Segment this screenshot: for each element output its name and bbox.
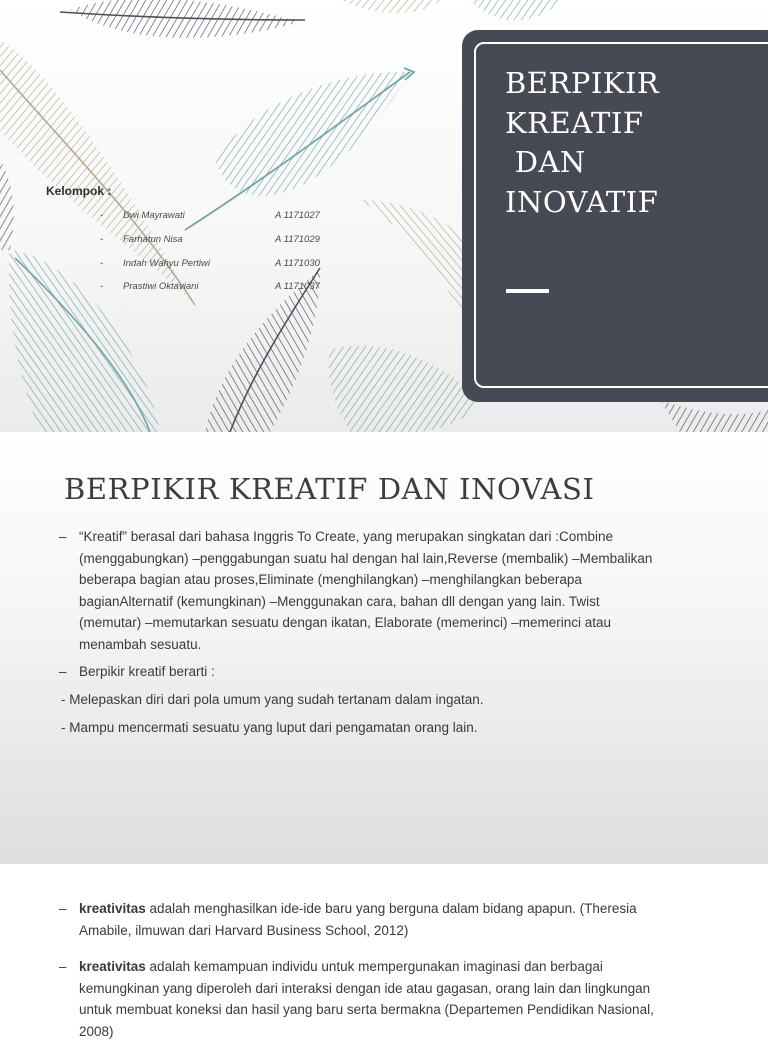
member-id: A 1171027 (275, 210, 320, 221)
definition-text: adalah menghasilkan ide-ide baru yang berguna dalam bidang apapun. (Theresia (146, 901, 637, 916)
member-row (100, 281, 350, 297)
feather-teal-topright (470, 0, 560, 20)
paragraph-text: Berpikir kreatif berarti : (79, 664, 215, 679)
definition-term: kreativitas (79, 959, 146, 974)
member-row (100, 258, 350, 274)
definitions-slide (0, 864, 768, 1024)
paragraph-line: (memutar) –memutarkan sesuatu dengan ikatan, Elaborate (memerinci) –memerinci atau (79, 612, 719, 634)
title-line: KREATIF (505, 106, 643, 140)
feather-khaki-top (340, 0, 440, 13)
title-line: BERPIKIR (505, 66, 659, 100)
member-name: Dwi Mayrawati (123, 210, 185, 221)
paragraph-kreatif (79, 526, 719, 655)
title-line: DAN (505, 145, 586, 179)
feather-teal-bottomleft (9, 250, 160, 432)
member-dash: - (100, 281, 103, 292)
member-dash: - (100, 234, 103, 245)
paragraph-line: menambah sesuatu. (79, 634, 719, 656)
definition-text: kemungkinan yang diperoleh dari interaksi dengan ide atau gagasan, orang lain dan lingkungan (79, 978, 709, 1000)
feather-khaki-right (360, 200, 470, 330)
paragraph-line: (menggabungkan) –penggabungan suatu hal dengan hal lain,Reverse (membalik) –Membalikan (79, 548, 719, 570)
paragraph-line: “Kreatif” berasal dari bahasa Inggris To Create, yang merupakan singkatan dari :Combine (79, 526, 719, 548)
feather-teal-bottomcenter (329, 346, 480, 432)
paragraph-line: bagianAlternatif (kemungkinan) –Menggunakan cara, bahan dll dengan yang lain. Twist (79, 591, 719, 613)
slide-title: BERPIKIR KREATIF DAN INOVASI (64, 472, 595, 506)
feather-slate-top (60, 0, 305, 38)
definition-item (79, 898, 709, 941)
definition-term: kreativitas (79, 901, 146, 916)
definition-text: untuk membuat koneksi dan hasil yang baru serta bermakna (Departemen Pendidikan Nasional, (79, 999, 709, 1021)
member-row (100, 210, 350, 226)
feather-slate-leftedge (0, 160, 14, 250)
member-id: A 1171037 (275, 281, 320, 292)
group-label: Kelompok : (46, 184, 111, 198)
bullet-dash: – (59, 956, 67, 978)
bullet-dash: – (59, 661, 67, 683)
bullet-dash: – (59, 526, 67, 548)
bullet-dash: – (59, 898, 67, 920)
member-row (100, 234, 350, 250)
title-slide (0, 0, 768, 432)
definition-item (79, 956, 709, 1042)
member-name: Indah Wahyu Pertiwi (123, 258, 210, 269)
definition-text: 2008) (79, 1021, 709, 1042)
sub-point: - Melepaskan diri dari pola umum yang sudah tertanam dalam ingatan. (61, 689, 721, 711)
definition-text: adalah kemampuan individu untuk mempergunakan imaginasi dan berbagai (146, 959, 603, 974)
feather-slate-bottomright (660, 400, 768, 432)
definition-text: Amabile, ilmuwan dari Harvard Business School, 2012) (79, 920, 709, 942)
member-dash: - (100, 258, 103, 269)
member-id: A 1171030 (275, 258, 320, 269)
member-id: A 1171029 (275, 234, 320, 245)
member-dash: - (100, 210, 103, 221)
member-name: Prastiwi Oktaviani (123, 281, 199, 292)
paragraph-line: beberapa bagian atau proses,Eliminate (menghilangkan) –menghilangkan beberapa (79, 569, 719, 591)
title-accent-rule (506, 289, 549, 293)
title-line: INOVATIF (505, 185, 658, 219)
sub-point: - Mampu mencermati sesuatu yang luput dari pengamatan orang lain. (61, 717, 721, 739)
paragraph-berpikir (79, 661, 719, 683)
member-name: Farhatun Nisa (123, 234, 183, 245)
content-slide (0, 432, 768, 864)
